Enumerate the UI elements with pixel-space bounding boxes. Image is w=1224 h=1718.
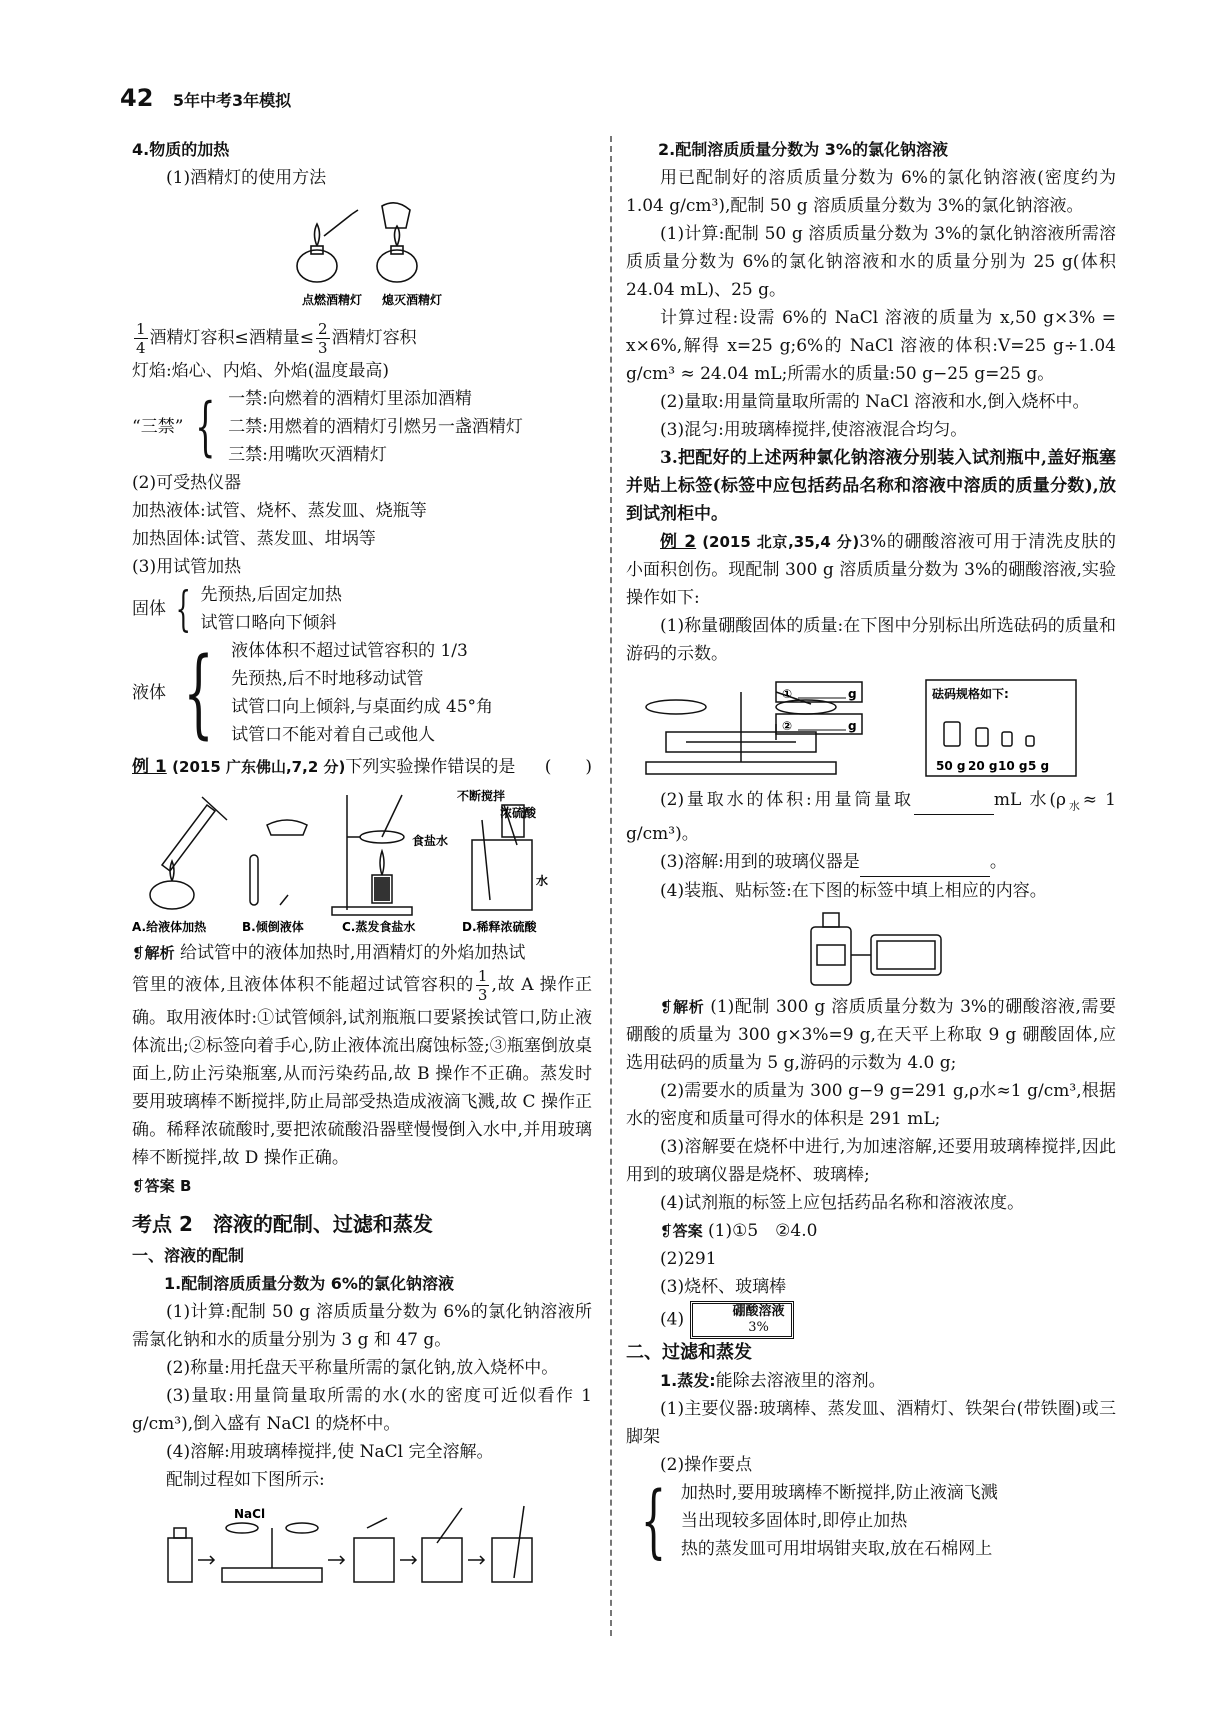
example-tag: 例 1 bbox=[132, 757, 167, 777]
blank-1-label: ① bbox=[782, 687, 793, 701]
fraction: $\frac{1}{4}$ bbox=[136, 320, 146, 357]
label-nacl: NaCl bbox=[234, 1507, 266, 1521]
solid-2: 试管口略向下倾斜 bbox=[200, 613, 337, 633]
balance-figure bbox=[626, 672, 1116, 782]
answer-2-c: (3)烧杯、玻璃棒 bbox=[660, 1277, 787, 1298]
brace: { bbox=[195, 390, 216, 464]
unit-g: g bbox=[848, 719, 857, 733]
solid-1: 先预热,后固定加热 bbox=[200, 585, 342, 605]
ban-2: 二禁:用燃着的酒精灯引燃另一盏酒精灯 bbox=[228, 417, 523, 437]
option-c-label: C.蒸发食盐水 bbox=[342, 920, 416, 934]
three-bans bbox=[132, 385, 592, 469]
evaporation-points bbox=[626, 1474, 1116, 1568]
weights-title: 砝码规格如下: bbox=[932, 687, 1009, 701]
process-caption: 配制过程如下图所示: bbox=[166, 1470, 325, 1490]
three-bans-label: “三禁” bbox=[132, 417, 184, 437]
brace: { bbox=[175, 581, 191, 637]
ban-1: 一禁:向燃着的酒精灯里添加酒精 bbox=[228, 389, 472, 409]
section-title: 4.物质的加热 bbox=[132, 140, 230, 159]
paragraph: 计算过程:设需 6%的 NaCl 溶液的质量为 x,50 g×3% = x×6%,解得 x=25 g;6%的 NaCl 溶液的体积:V=25 g÷1.04 g/cm³ ≈ 24.04 mL;所需水的质量:50 g−25 g=25 g。 bbox=[626, 308, 1116, 384]
analysis-2-b: (2)需要水的质量为 300 g−9 g=291 g,ρ水≈1 g/cm³,根据水的密度和质量可得水的体积是 291 mL; bbox=[626, 1081, 1116, 1130]
example-1: 例 1 (2015 广东佛山,7,2 分)下列实验操作错误的是 ( ) bbox=[132, 757, 592, 777]
answer-tag: ❡答案 bbox=[132, 1177, 175, 1195]
analysis-tag: ❡解析 bbox=[132, 944, 175, 962]
section-heading: 一、溶液的配制 bbox=[132, 1246, 245, 1265]
option-a-label: A.给液体加热 bbox=[132, 920, 207, 934]
analysis-1: ❡解析 给试管中的液体加热时,用酒精灯的外焰加热试 管里的液体,且液体体积不能超过试管容积的 $\frac{1}{3}$ ,故 A 操作正确。取用液体时:①试管倾斜,试剂瓶瓶口要紧挨试管口,防止液体流出;②标签向着手心,防止液体流出腐蚀标签;③瓶塞倒放桌面上,防止污染瓶塞,从而污染药品,故 B 操作不正确。蒸发时要用玻璃棒不断搅拌,防止局部受热造成液滴飞溅,故 C 操作正确。稀释浓硫酸时,要把浓硫酸沿器壁慢慢倒入水中,并用玻璃棒不断搅拌,故 D 操作正确。 bbox=[132, 943, 592, 1168]
paragraph: (1)计算:配制 50 g 溶质质量分数为 3%的氯化钠溶液所需溶质质量分数为 6%的氯化钠溶液和水的质量分别为 25 g(体积 24.04 mL)、25 g。 bbox=[626, 224, 1116, 300]
subsection: (1)酒精灯的使用方法 bbox=[166, 168, 327, 188]
flame-text: 灯焰:焰心、内焰、外焰(温度最高) bbox=[132, 361, 389, 381]
question-3: (3)溶解:用到的玻璃仪器是 。 bbox=[626, 848, 1116, 877]
capacity-rule: $\frac{1}{4}$ 酒精灯容积≤酒精量≤ $\frac{2}{3}$ 酒精灯容积 bbox=[136, 320, 417, 357]
solid-group bbox=[132, 581, 592, 637]
paragraph: (3)混匀:用玻璃棒搅拌,使溶液混合均匀。 bbox=[660, 420, 968, 440]
ban-3: 三禁:用嘴吹灭酒精灯 bbox=[228, 445, 387, 465]
book-title: 5年中考3年模拟 bbox=[172, 91, 292, 110]
answer-1 bbox=[132, 1172, 592, 1200]
weight-10: 10 g bbox=[998, 759, 1028, 773]
reagent-label: 硼酸溶液 3% bbox=[690, 1301, 794, 1339]
example-source: (2015 广东佛山,7,2 分) bbox=[172, 758, 346, 776]
example-1-figure bbox=[132, 785, 592, 935]
answer-2-d: (4) 硼酸溶液 3% bbox=[626, 1301, 1116, 1339]
heat-liquid: 加热液体:试管、烧杯、蒸发皿、烧瓶等 bbox=[132, 501, 427, 521]
option-b-label: B.倾倒液体 bbox=[242, 920, 304, 934]
analysis-tag: ❡解析 bbox=[660, 998, 705, 1017]
weight-20: 20 g bbox=[968, 759, 998, 773]
step-4: (4)溶解:用玻璃棒搅拌,使 NaCl 完全溶解。 bbox=[166, 1442, 494, 1462]
label-water: 水 bbox=[536, 874, 549, 888]
question-1: (1)称量硼酸固体的质量:在下图中分别标出所选砝码的质量和游码的示数。 bbox=[626, 616, 1116, 664]
section-heading: 二、过滤和蒸发 bbox=[626, 1342, 752, 1364]
example-2: 例 2 (2015 北京,35,4 分)3%的硼酸溶液可用于清洗皮肤的小面积创伤。现配制 300 g 溶质质量分数为 3%的硼酸溶液,实验操作如下: bbox=[626, 532, 1117, 608]
label-stir: 不断搅拌 bbox=[457, 789, 506, 803]
analysis-2-c: (3)溶解要在烧杯中进行,为加速溶解,还要用玻璃棒搅拌,因此用到的玻璃仪器是烧杯、玻璃棒; bbox=[626, 1137, 1116, 1186]
analysis-2-d: (4)试剂瓶的标签上应包括药品名称和溶液浓度。 bbox=[660, 1193, 1025, 1214]
blank bbox=[860, 848, 990, 877]
label-acid: 浓硫酸 bbox=[500, 806, 537, 820]
liquid-3: 试管口向上倾斜,与桌面约成 45°角 bbox=[231, 697, 494, 717]
subsection: (2)可受热仪器 bbox=[132, 473, 242, 493]
subsection: (3)用试管加热 bbox=[132, 557, 242, 577]
sub-heading: 2.配制溶质质量分数为 3%的氯化钠溶液 bbox=[658, 140, 948, 159]
weight-50: 50 g bbox=[936, 759, 966, 773]
liquid-4: 试管口不能对着自己或他人 bbox=[231, 725, 436, 745]
label-salt-water: 食盐水 bbox=[412, 834, 449, 848]
fig-label-extinguish: 熄灭酒精灯 bbox=[382, 293, 443, 307]
alcohol-lamp-figure bbox=[262, 196, 462, 316]
blank-2-label: ② bbox=[782, 719, 793, 733]
fig-label-ignite: 点燃酒精灯 bbox=[302, 293, 363, 307]
unit-g: g bbox=[848, 687, 857, 701]
key-point-title: 考点 2 溶液的配制、过滤和蒸发 bbox=[132, 1212, 433, 1236]
step-3: (3)量取:用量筒量取所需的水(水的密度可近似看作 1 g/cm³),倒入盛有 NaCl 的烧杯中。 bbox=[132, 1386, 592, 1434]
option-d-label: D.稀释浓硫酸 bbox=[462, 920, 537, 934]
left-column bbox=[132, 136, 592, 1592]
reagent-bottle-figure bbox=[791, 909, 951, 989]
liquid-label: 液体 bbox=[132, 683, 166, 703]
step-2: (2)称量:用托盘天平称量所需的氯化钠,放入烧杯中。 bbox=[166, 1358, 559, 1378]
liquid-1: 液体体积不超过试管容积的 1/3 bbox=[231, 641, 468, 661]
step-1: (1)计算:配制 50 g 溶质质量分数为 6%的氯化钠溶液所需氯化钠和水的质量分别为 3 g 和 47 g。 bbox=[132, 1302, 592, 1350]
liquid-2: 先预热,后不时地移动试管 bbox=[231, 669, 424, 689]
paragraph: 用已配制好的溶质质量分数为 6%的氯化钠溶液(密度约为 1.04 g/cm³),配制 50 g 溶质质量分数为 3%的氯化钠溶液。 bbox=[626, 168, 1116, 216]
fraction: $\frac{2}{3}$ bbox=[318, 320, 328, 357]
question-4: (4)装瓶、贴标签:在下图的标签中填上相应的内容。 bbox=[660, 881, 1047, 902]
evaporation-1: (1)主要仪器:玻璃棒、蒸发皿、酒精灯、铁架台(带铁圈)或三脚架 bbox=[626, 1399, 1116, 1448]
answer-tag: ❡答案 bbox=[660, 1222, 703, 1241]
answer-2-b: (2)291 bbox=[660, 1249, 717, 1270]
preparation-process-figure bbox=[162, 1498, 562, 1588]
point-1: 加热时,要用玻璃棒不断搅拌,防止液滴飞溅 bbox=[680, 1483, 998, 1504]
page-number: 42 bbox=[120, 84, 154, 112]
sub-heading: 3.把配好的上述两种氯化钠溶液分别装入试剂瓶中,盖好瓶塞并贴上标签(标签中应包括药品名称和溶液中溶质的质量分数),放到试剂柜中。 bbox=[626, 448, 1116, 524]
solid-label: 固体 bbox=[132, 599, 166, 619]
answer-value: B bbox=[180, 1177, 192, 1195]
evaporation: 1.蒸发:能除去溶液里的溶剂。 bbox=[660, 1371, 886, 1392]
fraction: $\frac{1}{3}$ bbox=[477, 967, 488, 1004]
column-divider bbox=[610, 136, 612, 1636]
question-2: (2)量取水的体积:用量筒量取 mL 水($\rho_水\approx 1$ g/cm³)。 bbox=[626, 786, 1116, 848]
answer-2: ❡答案 (1)①5 ②4.0 bbox=[660, 1221, 818, 1242]
paragraph: (2)量取:用量筒量取所需的 NaCl 溶液和水,倒入烧杯中。 bbox=[660, 392, 1090, 412]
blank bbox=[914, 786, 994, 815]
weight-5: 5 g bbox=[1028, 759, 1050, 773]
analysis-2: ❡解析 (1)配制 300 g 溶质质量分数为 3%的硼酸溶液,需要硼酸的质量为 300 g×3%=9 g,在天平上称取 9 g 硼酸固体,应选用砝码的质量为 5 g,游码的示数为 4.0 g; bbox=[626, 997, 1116, 1074]
brace: { bbox=[640, 1474, 667, 1568]
point-3: 热的蒸发皿可用坩埚钳夹取,放在石棉网上 bbox=[680, 1539, 993, 1560]
evaporation-2: (2)操作要点 bbox=[660, 1455, 753, 1476]
example-tag: 例 2 bbox=[660, 532, 697, 552]
heat-solid: 加热固体:试管、蒸发皿、坩埚等 bbox=[132, 529, 376, 549]
page-header bbox=[120, 84, 291, 114]
liquid-group bbox=[132, 637, 592, 749]
point-2: 当出现较多固体时,即停止加热 bbox=[680, 1511, 908, 1532]
brace: { bbox=[183, 637, 214, 749]
right-column bbox=[626, 136, 1117, 1568]
sub-heading: 1.配制溶质质量分数为 6%的氯化钠溶液 bbox=[164, 1274, 454, 1293]
example-source: (2015 北京,35,4 分) bbox=[702, 533, 860, 551]
